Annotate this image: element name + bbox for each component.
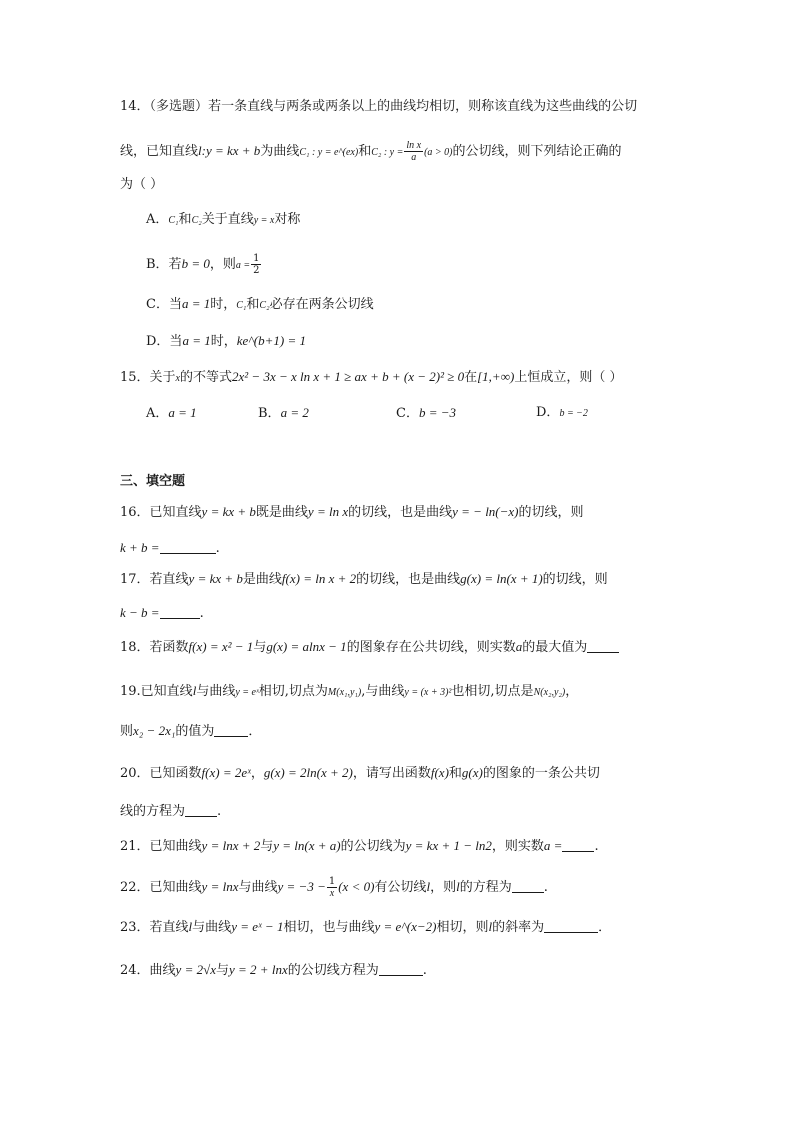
q14-optB-math2: a = [235,260,251,271]
q23-math: l [188,919,193,934]
q18-text: 的图象存在公共切线，则实数 [346,640,516,655]
q15-option-a [146,404,197,423]
q16-line1 [120,503,584,522]
q14-frac-bot: a [411,152,417,163]
q17-text: 的切线，也是曲线 [356,572,461,587]
q23-text: 23．若直线 [120,920,189,935]
q20-period: . [217,804,222,819]
q24-answer-blank[interactable] [379,963,423,976]
q15-text: 在 [464,370,478,385]
q17-line1 [120,570,608,589]
q14-optD-math: a = 1 [182,333,211,348]
q14-line3 [120,176,163,194]
q20-text: 20．已知函数 [120,766,202,781]
q22-frac-bot: x [329,888,335,899]
option-label: D．当 [146,334,183,349]
q20-math: f(x) [430,765,449,780]
q15-option-d [536,404,588,423]
q14-option-c [146,295,374,315]
q22-text: 有公切线 [374,880,427,895]
q14-optB-fraction [251,253,261,276]
q16-text: 的切线，也是曲线 [348,505,453,520]
q22-text: 22．已知曲线 [120,880,202,895]
q14-optC-text: 和 [246,297,260,312]
q15-option-b [258,404,309,423]
q21-math: y = ln(x + a) [273,838,341,853]
q24-line1 [120,961,427,980]
q14-text: 的公切线，则下列结论正确的 [452,144,622,159]
q17-math: y = kx + b [188,571,243,586]
q18-text: 的最大值为 [522,640,588,655]
q22-math: y = lnx [201,879,239,894]
q14-optB-math: b = 0 [181,256,210,271]
q14-option-d [146,332,306,351]
q19-math: N(x₂,y₂) [533,687,566,698]
q17-period: . [199,606,204,621]
q24-math: y = 2 + lnx [229,962,288,977]
q18-text: 18．若函数 [120,640,189,655]
q17-text: 17．若直线 [120,572,189,587]
q14-optA-text: 和 [178,212,192,227]
q14-optD-text: 时， [210,334,237,349]
q20-text: 和 [448,766,462,781]
q14-optA-text: 对称 [274,212,301,227]
q21-text: 与 [260,839,274,854]
q19-math: y = eˣ [235,687,259,698]
q16-text: 16．已知直线 [120,505,202,520]
q14-curve2-cond: (a > 0) [424,147,453,158]
q15-option-c [396,404,456,423]
q22-text: 的方程为 [459,880,512,895]
q21-period: . [594,839,599,854]
q14-optA-c1: C₁ [168,215,179,226]
option-label: B．若 [146,257,182,272]
q19-math: y = (x + 3)² [404,687,452,698]
q21-text: 21．已知曲线 [120,839,202,854]
q14-optC-text: 时， [210,297,237,312]
q14-optB-frac-bot: 2 [253,265,260,276]
option-label: A． [146,406,169,421]
q17-math: f(x) = ln x + 2 [281,571,357,586]
q20-text: ， [250,766,264,781]
q16-line2 [120,539,220,558]
q22-frac-top: 1 [328,876,336,887]
q24-period: . [422,963,427,978]
q20-line2 [120,803,221,821]
q15-optA-math: a = 1 [168,405,197,420]
q16-math: k + b = [120,540,160,555]
q18-text: 与 [253,640,267,655]
q16-period: . [215,541,220,556]
q14-optC-math: a = 1 [181,296,211,311]
q14-line1 [120,98,637,116]
q14-optC-c1: C₁ [236,300,247,311]
q19-period: ． [248,724,262,739]
q14-frac-top: ln x [406,140,422,151]
q19-text: 相切,切点为 [258,684,328,699]
q21-math: a = [543,838,563,853]
q19-line1 [120,682,578,702]
q15-line1 [120,368,622,388]
q19-text: 19.已知直线 [120,684,193,699]
q14-tag: （多选题） [149,99,209,114]
q20-math: f(x) = 2eˣ [201,765,251,780]
q16-math: y = − ln(−x) [452,504,519,519]
q14-optB-text: ，则 [209,257,236,272]
q20-answer-blank[interactable] [185,804,217,817]
q17-answer-blank[interactable] [160,606,200,619]
q14-number: 14． [120,99,150,114]
q23-text: 相切，也与曲线 [283,920,375,935]
q14-optB-frac-top: 1 [253,253,260,264]
option-label: B． [258,406,281,421]
q18-math: g(x) = alnx − 1 [266,639,347,654]
q14-fraction [404,140,423,163]
section-title-fill-in: 三、填空题 [120,474,186,489]
q21-text: 的公切线为 [340,839,406,854]
q14-intro: 若一条直线与两条或两条以上的曲线均相切，则称该直线为这些曲线的公切 [208,99,638,114]
q23-text: 的斜率为 [492,920,545,935]
q15-interval: [1,+∞) [477,369,515,384]
q22-fraction [327,876,337,899]
q19-line2 [120,722,261,741]
q14-text: 为曲线 [260,144,300,159]
q18-line1 [120,638,619,657]
q21-math: y = lnx + 2 [201,838,261,853]
q20-math: g(x) [461,765,483,780]
q23-answer-blank[interactable] [544,920,598,933]
q15-number: 15．关于 [120,370,176,385]
q24-text: 24．曲线 [120,963,176,978]
q14-line-l: l:y = kx + b [198,143,261,158]
q22-math: l [426,879,431,894]
q22-text: ，则 [430,880,457,895]
q14-optC-text: 必存在两条公切线 [269,297,374,312]
q17-math: k − b = [120,605,160,620]
q20-text: 线的方程为 [120,804,186,819]
q17-math: g(x) = ln(x + 1) [460,571,543,586]
q20-text: ，请写出函数 [352,766,431,781]
q14-text: 线，已知直线 [120,144,199,159]
q23-math: y = eˣ − 1 [231,919,284,934]
q21-line1 [120,837,599,856]
q18-math: f(x) = x² − 1 [188,639,254,654]
q14-optC-c2: C₂ [259,300,270,311]
q22-math: l [456,879,460,894]
q19-text: 与曲线 [196,684,236,699]
q18-math: a [515,639,523,654]
q16-answer-blank[interactable] [160,541,216,554]
q22-period: . [543,880,548,895]
q22-math: y = −3 − [277,879,326,894]
q21-answer-blank[interactable] [562,839,594,852]
q20-text: 的图象的一条公共切 [482,766,600,781]
q23-math: y = e^(x−2) [374,919,437,934]
q19-math: x₂ − 2x₁ [133,723,176,738]
option-label: C． [396,406,419,421]
q14-optA-math: y = x [253,215,275,226]
q19-text: ,与曲线 [361,684,405,699]
q23-text: 与曲线 [192,920,232,935]
q19-text: 则 [120,724,134,739]
q15-optB-math: a = 2 [280,405,309,420]
q18-answer-blank[interactable] [587,640,619,653]
q21-text: ，则实数 [491,839,544,854]
q23-period: ． [598,920,612,935]
option-label: A． [146,212,169,227]
q19-text: 的值为 [175,724,215,739]
q19-text: ， [565,684,579,699]
q19-text: 也相切,切点是 [451,684,534,699]
q15-inequality: 2x² − 3x − x ln x + 1 ≥ ax + b + (x − 2)² ≥ 0 [232,369,465,384]
q15-text: 上恒成立，则（ ） [514,370,623,385]
q16-text: 既是曲线 [255,505,308,520]
q14-curve2: C₂ : y = [371,147,404,158]
q24-math: y = 2√x [175,962,216,977]
q15-optD-math: b = −2 [559,408,588,419]
q22-text: 与曲线 [238,880,278,895]
q14-optA-text: 关于直线 [201,212,254,227]
q22-math: (x < 0) [338,879,375,894]
q20-line1 [120,764,600,783]
q21-math: y = kx + 1 − ln2 [405,838,492,853]
q20-math: g(x) = 2ln(x + 2) [263,765,353,780]
q19-answer-blank[interactable] [214,724,248,737]
option-label: C．当 [146,297,182,312]
q19-math: l [192,683,197,698]
q24-text: 的公切线方程为 [287,963,379,978]
q16-math: y = ln x [307,504,349,519]
q15-optC-math: b = −3 [418,405,456,420]
q14-line2 [120,140,622,163]
q23-line1 [120,918,611,937]
q14-text: 和 [358,144,372,159]
q17-line2 [120,604,204,623]
q23-math: l [488,919,493,934]
q14-paren: 为（ ） [120,177,164,192]
q14-option-a [146,211,300,230]
q16-math: y = kx + b [201,504,256,519]
q16-text: 的切线，则 [518,505,584,520]
q15-text: 的不等式 [180,370,233,385]
q22-answer-blank[interactable] [512,880,544,893]
q17-text: 的切线，则 [542,572,608,587]
q24-text: 与 [216,963,230,978]
q14-curve1: C₁ : y = e^(ex) [299,147,359,158]
q14-optA-c2: C₂ [191,215,202,226]
q14-option-b [146,253,262,276]
q22-line1 [120,876,548,899]
q17-text: 是曲线 [242,572,282,587]
option-label: D． [536,405,560,420]
q19-math: M(x₁,y₁) [327,687,362,698]
q23-text: 相切，则 [436,920,489,935]
q15-var: x [175,373,180,384]
q14-optD-math2: ke^(b+1) = 1 [236,333,306,348]
